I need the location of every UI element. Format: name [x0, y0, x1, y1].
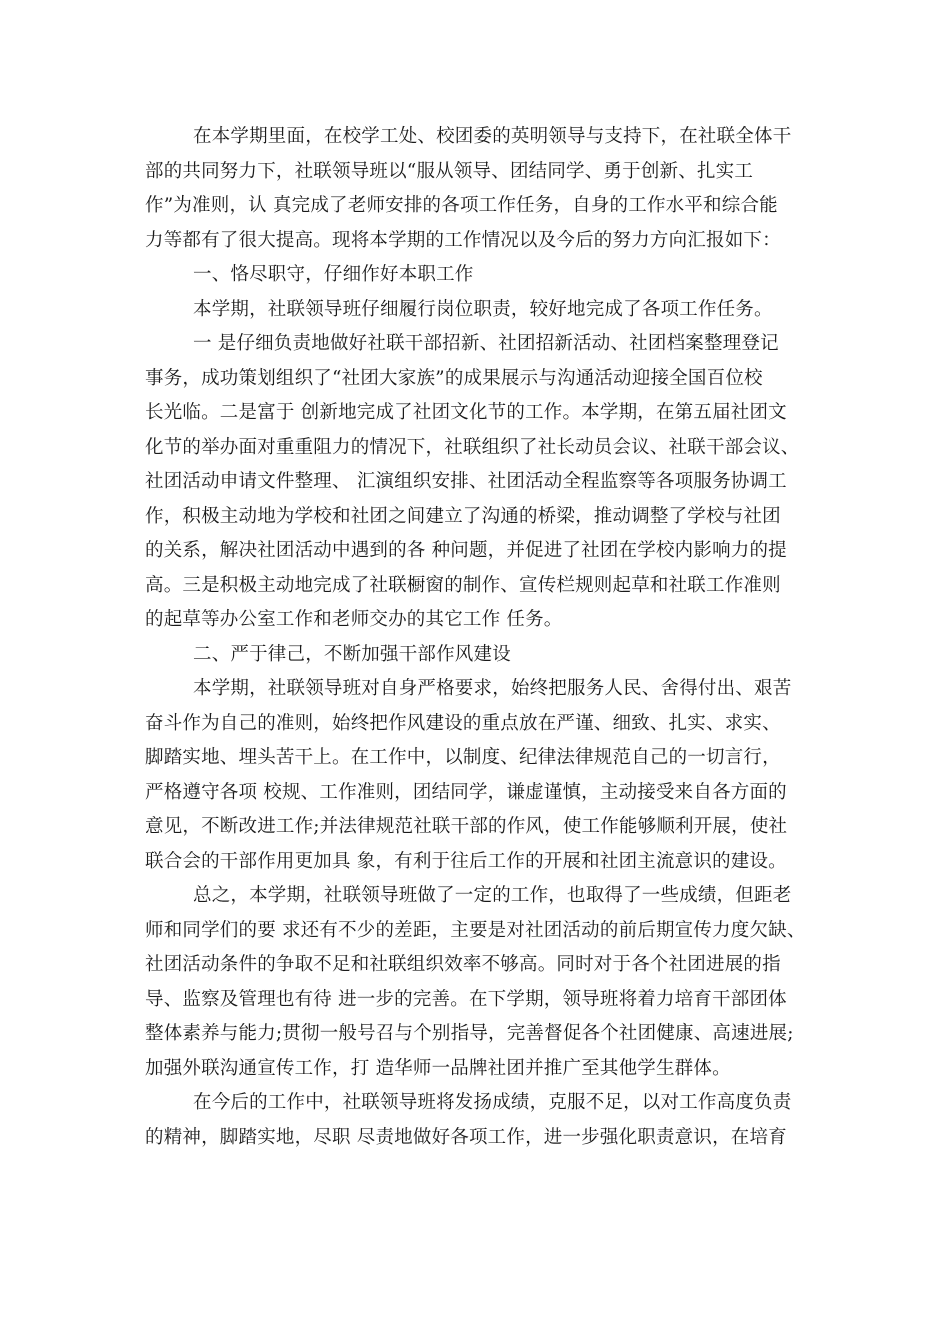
- section-heading: 二、严于律己，不断加强干部作风建设: [193, 644, 511, 665]
- text-line: 整体素养与能力;贯彻一般号召与个别指导，完善督促各个社团健康、高速进展;: [145, 1023, 794, 1044]
- text-line: 社团活动申请文件整理、 汇演组织安排、社团活动全程监察等各项服务协调工: [145, 471, 787, 492]
- text-line: 本学期，社联领导班对自身严格要求，始终把服务人民、舍得付出、艰苦: [193, 678, 792, 699]
- text-line: 化节的举办面对重重阻力的情况下，社联组织了社长动员会议、社联干部会议、: [145, 437, 800, 458]
- text-line: 社团活动条件的争取不足和社联组织效率不够高。同时对于各个社团进展的指: [145, 954, 781, 975]
- text-line: 作，积极主动地为学校和社团之间建立了沟通的桥梁，推动调整了学校与社团: [145, 506, 781, 527]
- text-line: 部的共同努力下，社联领导班以“服从领导、团结同学、勇于创新、扎实工: [145, 161, 754, 182]
- text-line: 的关系，解决社团活动中遇到的各 种问题，并促进了社团在学校内影响力的提: [145, 540, 787, 561]
- text-line: 严格遵守各项 校规、工作准则，团结同学，谦虚谨慎，主动接受来自各方面的: [145, 782, 787, 803]
- text-line: 脚踏实地、埋头苦干上。在工作中，以制度、纪律法律规范自己的一切言行，: [145, 747, 781, 768]
- text-line: 力等都有了很大提高。现将本学期的工作情况以及今后的努力方向汇报如下：: [145, 230, 781, 251]
- text-line: 的起草等办公室工作和老师交办的其它工作 任务。: [145, 609, 563, 630]
- text-line: 的精神，脚踏实地，尽职 尽责地做好各项工作，进一步强化职责意识，在培育: [145, 1127, 787, 1148]
- text-line: 奋斗作为自己的准则，始终把作风建设的重点放在严谨、细致、扎实、求实、: [145, 713, 781, 734]
- text-line: 师和同学们的要 求还有不少的差距，主要是对社团活动的前后期宣传力度欠缺、: [145, 920, 806, 941]
- text-line: 总之，本学期，社联领导班做了一定的工作，也取得了一些成绩，但距老: [193, 885, 792, 906]
- section-heading: 一、恪尽职守，仔细作好本职工作: [193, 264, 474, 285]
- text-line: 加强外联沟通宣传工作，打 造华师一品牌社团并推广至其他学生群体。: [145, 1058, 731, 1079]
- text-line: 联合会的干部作用更加具 象，有利于往后工作的开展和社团主流意识的建设。: [145, 851, 787, 872]
- text-line: 高。三是积极主动地完成了社联橱窗的制作、宣传栏规则起草和社联工作准则: [145, 575, 781, 596]
- text-line: 作”为准则，认 真完成了老师安排的各项工作任务，自身的工作水平和综合能: [145, 195, 778, 216]
- text-line: 在今后的工作中，社联领导班将发扬成绩，克服不足，以对工作高度负责: [193, 1092, 792, 1113]
- text-line: 意见，不断改进工作;并法律规范社联干部的作风，使工作能够顺利开展，使社: [145, 816, 788, 837]
- text-line: 在本学期里面，在校学工处、校团委的英明领导与支持下，在社联全体干: [193, 126, 792, 147]
- text-line: 事务，成功策划组织了“社团大家族”的成果展示与沟通活动迎接全国百位校: [145, 368, 763, 389]
- text-line: 导、监察及管理也有待 进一步的完善。在下学期，领导班将着力培育干部团体: [145, 989, 787, 1010]
- text-line: 长光临。二是富于 创新地完成了社团文化节的工作。本学期，在第五届社团文: [145, 402, 787, 423]
- text-line: 本学期，社联领导班仔细履行岗位职责，较好地完成了各项工作任务。: [193, 299, 773, 320]
- text-line: 一 是仔细负责地做好社联干部招新、社团招新活动、社团档案整理登记: [193, 333, 779, 354]
